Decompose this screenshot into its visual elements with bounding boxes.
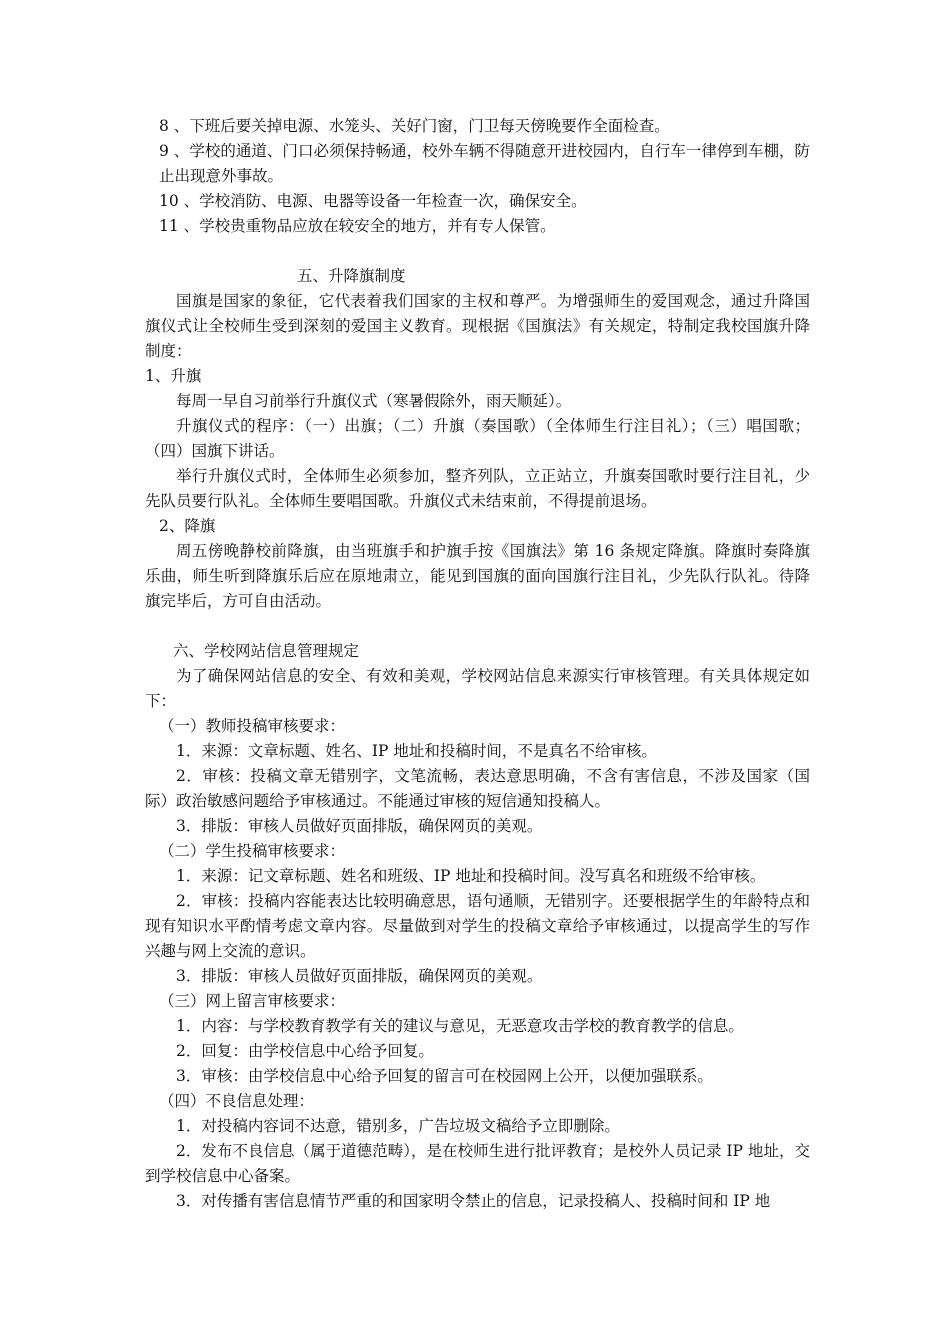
student-item-1: 1．来源：记文章标题、姓名和班级、IP 地址和投稿时间。没写真名和班级不给审核。 — [176, 867, 766, 885]
teacher-item-2: 2．审核：投稿文章无错别字，文笔流畅，表达意思明确，不含有害信息，不涉及国家（国际）政治敏感问题给予审核通过。不能通过审核的短信通知投稿人。 — [145, 767, 810, 810]
teacher-submission-heading: （一）教师投稿审核要求： — [159, 717, 346, 735]
student-item-3: 3．排版：审核人员做好页面排版，确保网页的美观。 — [176, 967, 543, 985]
section-5-title: 五、升降旗制度 — [297, 267, 406, 285]
document-body — [145, 114, 810, 1214]
message-item-1: 1．内容：与学校教育教学有关的建议与意见，无恶意攻击学校的教育教学的信息。 — [176, 1017, 744, 1035]
rule-item-8: 8 、下班后要关掉电源、水笼头、关好门窗，门卫每天傍晚要作全面检查。 — [159, 117, 670, 135]
bad-info-heading: （四）不良信息处理： — [159, 1092, 315, 1110]
message-item-2: 2．回复：由学校信息中心给予回复。 — [176, 1042, 434, 1060]
rule-item-9: 9 、学校的通道、门口必须保持畅通，校外车辆不得随意开进校园内，自行车一律停到车棚，防止出现意外事故。 — [159, 142, 810, 185]
student-submission-heading: （二）学生投稿审核要求： — [159, 842, 346, 860]
raise-flag-para-3: 举行升旗仪式时，全体师生必须参加，整齐列队，立正站立，升旗奏国歌时要行注目礼，少先队员要行队礼。全体师生要唱国歌。升旗仪式未结束前，不得提前退场。 — [145, 467, 810, 510]
teacher-item-1: 1．来源：文章标题、姓名、IP 地址和投稿时间，不是真名不给审核。 — [176, 742, 657, 760]
raise-flag-para-2: 升旗仪式的程序：（一）出旗；（二）升旗（奏国歌）（全体师生行注目礼）；（三）唱国歌；（四）国旗下讲话。 — [145, 417, 810, 460]
section-5-intro: 国旗是国家的象征，它代表着我们国家的主权和尊严。为增强师生的爱国观念，通过升降国旗仪式让全校师生受到深刻的爱国主义教育。现根据《国旗法》有关规定，特制定我校国旗升降制度： — [145, 292, 810, 360]
message-review-heading: （三）网上留言审核要求： — [159, 992, 346, 1010]
message-item-3: 3．审核：由学校信息中心给予回复的留言可在校园网上公开，以便加强联系。 — [176, 1067, 713, 1085]
rule-item-10: 10 、学校消防、电源、电器等设备一年检查一次，确保安全。 — [159, 192, 587, 210]
lower-flag-para-1: 周五傍晚静校前降旗，由当班旗手和护旗手按《国旗法》第 16 条规定降旗。降旗时奏降旗乐曲，师生听到降旗乐后应在原地肃立，能见到国旗的面向国旗行注目礼，少先队行队礼。待降旗完毕后，方可自由活动。 — [145, 542, 810, 610]
raise-flag-para-1: 每周一早自习前举行升旗仪式（寒暑假除外，雨天顺延）。 — [176, 392, 572, 410]
teacher-item-3: 3．排版：审核人员做好页面排版，确保网页的美观。 — [176, 817, 543, 835]
lower-flag-heading: 2、降旗 — [159, 517, 216, 535]
rule-item-11: 11 、学校贵重物品应放在较安全的地方，并有专人保管。 — [159, 217, 556, 235]
bad-info-item-1: 1．对投稿内容词不达意，错别多，广告垃圾文稿给予立即删除。 — [176, 1117, 620, 1135]
student-item-2: 2．审核：投稿内容能表达比较明确意思，语句通顺，无错别字。还要根据学生的年龄特点和现有知识水平酌情考虑文章内容。尽量做到对学生的投稿文章给予审核通过，以提高学生的写作兴趣与网上交流的意识。 — [145, 892, 810, 960]
bad-info-item-3: 3．对传播有害信息情节严重的和国家明令禁止的信息，记录投稿人、投稿时间和 IP 地 — [176, 1192, 771, 1210]
section-6-title: 六、学校网站信息管理规定 — [173, 642, 360, 660]
bad-info-item-2: 2．发布不良信息（属于道德范畴），是在校师生进行批评教育；是校外人员记录 IP 地址，交到学校信息中心备案。 — [145, 1142, 810, 1185]
section-6-intro: 为了确保网站信息的安全、有效和美观，学校网站信息来源实行审核管理。有关具体规定如下： — [145, 667, 810, 710]
raise-flag-heading: 1、升旗 — [145, 367, 202, 385]
